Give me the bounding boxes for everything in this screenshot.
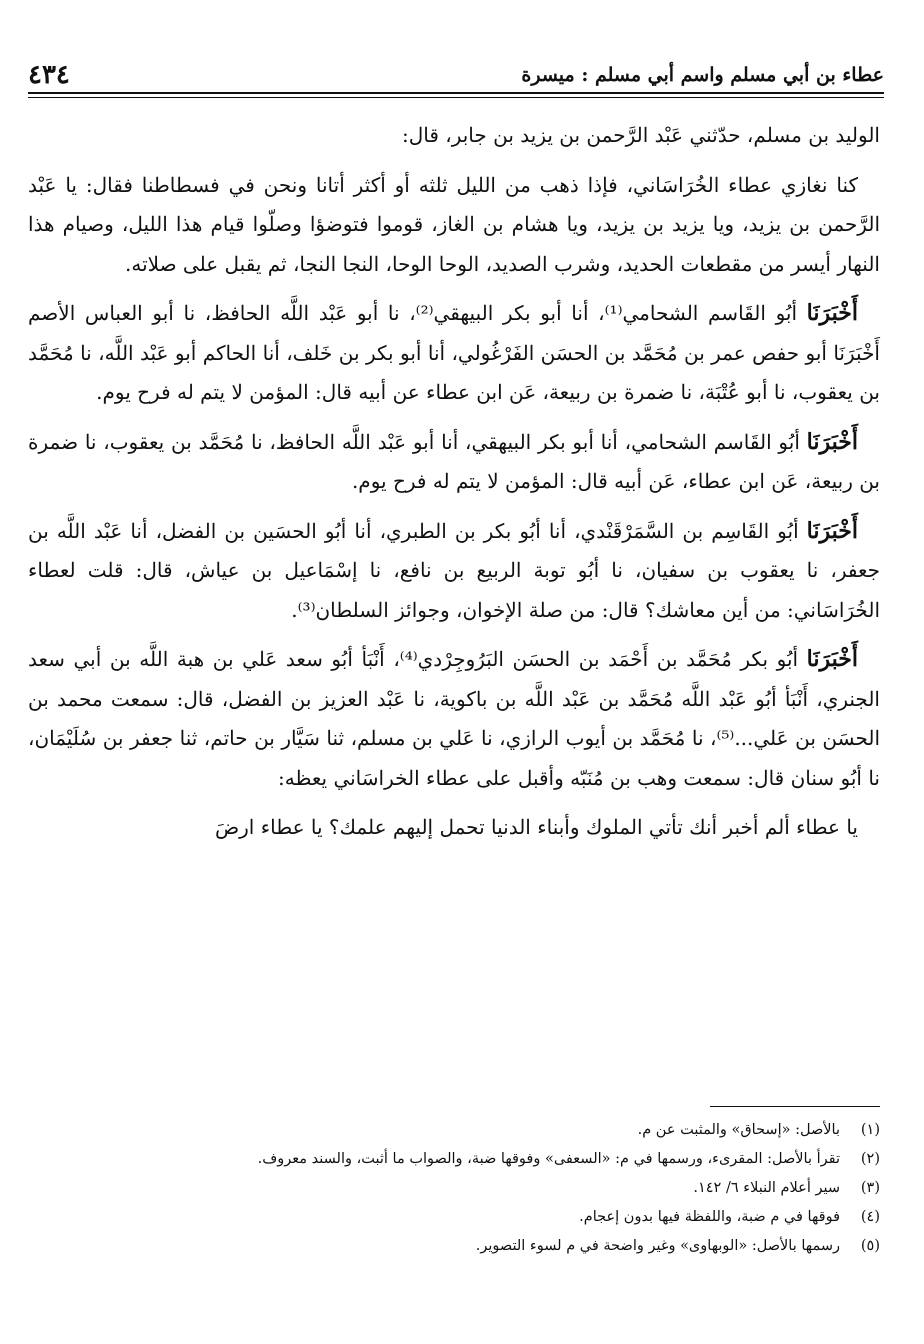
page-number: ٤٣٤ xyxy=(28,60,70,90)
paragraph-text: أبُو القَاسِم بن السَّمَرْقَنْدي، أنا أبُو بكر بن الطبري، أنا أبُو الحسَين بن الفضل، أنا عَبْد اللَّه بن جعفر، نا يعقوب بن سفيان، نا أبُو توبة الربيع بن نافع، نا إسْمَاعيل بن عياش، قال: قلت لعطاء الخُرَاسَاني: من أين معاشك؟ قال: من صلة الإخوان، وجوائز السلطان⁽³⁾. xyxy=(28,518,880,622)
footnote xyxy=(28,1232,880,1261)
paragraph xyxy=(28,640,880,798)
paragraph xyxy=(28,116,880,156)
footnotes xyxy=(28,1116,880,1261)
footnote xyxy=(28,1174,880,1203)
footnote-text: بالأصل: «إسحاق» والمثبت عن م. xyxy=(637,1122,840,1138)
footnote-text: تقرأ بالأصل: المقرىء، ورسمها في م: «السعفى» وفوقها ضبة، والصواب ما أثبت، والسند معروف. xyxy=(257,1151,840,1167)
footnote-text: رسمها بالأصل: «الوبهاوى» وغير واضحة في م لسوء التصوير. xyxy=(475,1238,840,1254)
paragraph xyxy=(28,423,880,502)
header-rule xyxy=(28,92,884,98)
footnote-text: فوقها في م ضبة، واللفظة فيها بدون إعجام. xyxy=(579,1209,840,1225)
paragraph xyxy=(28,808,880,848)
footnote-rule xyxy=(710,1106,880,1107)
paragraph-text: يا عطاء ألم أخبر أنك تأتي الملوك وأبناء الدنيا تحمل إليهم علمك؟ يا عطاء ارضَ xyxy=(214,815,858,839)
footnote-number: (٣) xyxy=(860,1180,880,1196)
footnote xyxy=(28,1203,880,1232)
paragraph-lead: أَخْبَرَنَا xyxy=(806,428,858,455)
paragraph-lead: أَخْبَرَنَا xyxy=(806,517,858,544)
paragraph-text: أبُو القَاسم الشحامي، أنا أبو بكر البيهقي، أنا أبو عَبْد اللَّه الحافظ، نا مُحَمَّد بن يعقوب، نا ضمرة بن ربيعة، عَن ابن عطاء، عَن أبيه قال: المؤمن لا يتم له فرح يوم. xyxy=(28,429,880,493)
paragraph xyxy=(28,166,880,285)
paragraph-lead: أَخْبَرَنَا xyxy=(806,300,858,326)
paragraph-text: الوليد بن مسلم، حدّثني عَبْد الرَّحمن بن يزيد بن جابر، قال: xyxy=(401,123,880,147)
footnote xyxy=(28,1116,880,1145)
page-header xyxy=(28,50,884,88)
paragraph xyxy=(28,512,880,631)
paragraph-text: كنا نغازي عطاء الخُرَاسَاني، فإذا ذهب من الليل ثلثه أو أكثر أتانا ونحن في فسطاطنا فقال: يا عَبْد الرَّحمن بن يزيد، ويا يزيد بن يزيد، ويا هشام بن الغاز، قوموا فتوضؤا وصلّوا قيام هذا الليل، وصيام هذا النهار أيسر من مقطعات الحديد، وشرب الصديد، الوحا الوحا، النجا النجا، ثم يقبل على صلاته. xyxy=(28,172,880,276)
paragraph-lead: أَخْبَرَنَا xyxy=(806,646,858,672)
paragraph-text: أبُو القَاسم الشحامي⁽¹⁾، أنا أبو بكر البيهقي⁽²⁾، نا أبو عَبْد اللَّه الحافظ، نا أبو العباس الأصم أَخْبَرَنَا أبو حفص عمر بن مُحَمَّد بن الحسَن الفَرْغُولي، أنا أبو بكر بن خَلف، أنا الحاكم أبو عَبْد اللَّه، نا مُحَمَّد بن يعقوب، نا أبو عُتْبَة، نا ضمرة بن ربيعة، عَن ابن عطاء عن أبيه قال: المؤمن لا يتم له فرح يوم. xyxy=(28,301,880,404)
paragraph xyxy=(28,294,880,413)
running-title: عطاء بن أبي مسلم واسم أبي مسلم : ميسرة xyxy=(521,64,884,86)
footnote-number: (١) xyxy=(860,1122,880,1138)
main-text xyxy=(28,116,880,858)
footnote-number: (٢) xyxy=(860,1151,880,1167)
footnote-number: (٥) xyxy=(860,1238,880,1254)
paragraph-text: أبُو بكر مُحَمَّد بن أَحْمَد بن الحسَن البَرُوجِرْدي⁽⁴⁾، أَنْبَأ أبُو سعد عَلي بن هبة اللَّه بن أبي سعد الجنري، أَنْبَأ أبُو عَبْد اللَّه مُحَمَّد بن عَبْد اللَّه بن باكوية، نا عَبْد العزيز بن الفضل، قال: سمعت محمد بن الحسَن بن عَلي...⁽⁵⁾، نا مُحَمَّد بن أيوب الرازي، نا عَلي بن مسلم، ثنا سَيَّار بن حاتم، ثنا جعفر بن سُلَيْمَان، نا أبُو سنان قال: سمعت وهب بن مُنَبّه وأقبل على عطاء الخراسَاني يعظه: xyxy=(28,647,881,790)
footnote-number: (٤) xyxy=(860,1209,880,1225)
footnote-text: سير أعلام النبلاء ٦/ ١٤٢. xyxy=(693,1180,840,1196)
footnote xyxy=(28,1145,880,1174)
